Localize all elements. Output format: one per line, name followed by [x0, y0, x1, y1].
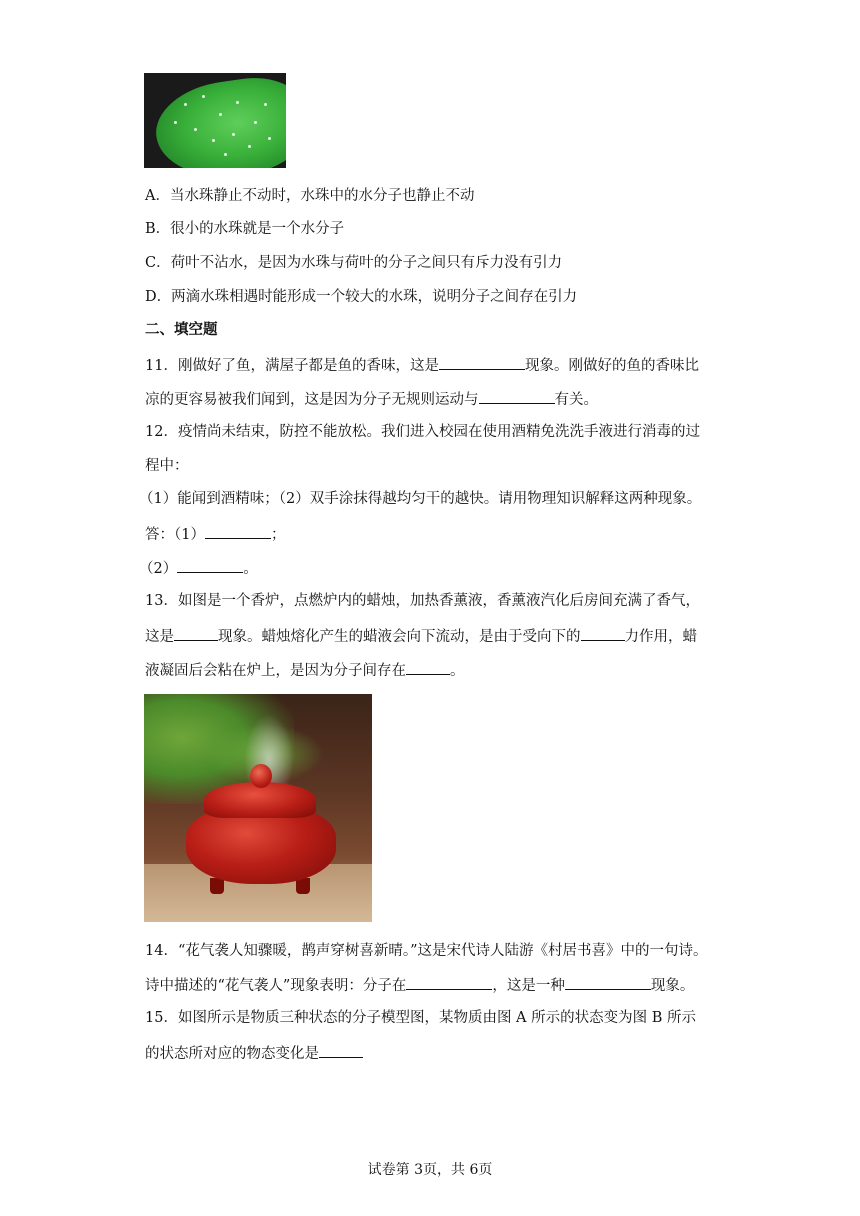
question-11-line-2: 凉的更容易被我们闻到，这是因为分子无规则运动与 有关。 [145, 388, 598, 410]
question-14-line-2: 诗中描述的“花气袭人”现象表明：分子在 ，这是一种 现象。 [145, 974, 694, 996]
answer-blank[interactable] [205, 523, 271, 539]
question-13-line-1: 13．如图是一个香炉，点燃炉内的蜡烛，加热香薰液，香薰液汽化后房间充满了香气， [145, 593, 700, 609]
option-c: C．荷叶不沾水，是因为水珠与荷叶的分子之间只有斥力没有引力 [145, 255, 563, 271]
question-12-answer-2: （2） 。 [139, 557, 258, 579]
question-13-line-3: 液凝固后会粘在炉上，是因为分子间存在 。 [145, 659, 465, 681]
question-13-line-2: 这是 现象。蜡烛熔化产生的蜡液会向下流动，是由于受向下的 力作用，蜡 [145, 625, 697, 647]
answer-blank[interactable] [479, 388, 555, 404]
answer-blank[interactable] [565, 974, 651, 990]
page-footer: 试卷第 3页，共 6页 [367, 1162, 493, 1178]
incense-burner-image [144, 694, 372, 922]
option-d: D．两滴水珠相遇时能形成一个较大的水珠，说明分子之间存在引力 [145, 289, 578, 305]
question-12-answer-1: 答：（1） ； [145, 523, 285, 545]
answer-blank[interactable] [319, 1042, 363, 1058]
answer-blank[interactable] [439, 354, 525, 370]
answer-blank[interactable] [581, 625, 625, 641]
answer-blank[interactable] [174, 625, 218, 641]
option-b: B．很小的水珠就是一个水分子 [145, 221, 345, 237]
question-14-line-1: 14．“花气袭人知骤暖，鹊声穿树喜新晴。”这是宋代诗人陆游《村居书喜》中的一句诗。 [145, 943, 708, 959]
lotus-leaf-image [144, 73, 286, 168]
answer-blank[interactable] [406, 659, 450, 675]
question-12-line-2: 程中： [145, 458, 189, 474]
question-15-line-2: 的状态所对应的物态变化是 [145, 1042, 363, 1064]
question-15-line-1: 15．如图所示是物质三种状态的分子模型图，某物质由图 A 所示的状态变为图 B 所示 [145, 1010, 697, 1026]
option-a: A．当水珠静止不动时，水珠中的水分子也静止不动 [145, 188, 475, 204]
question-11-line-1: 11．刚做好了鱼，满屋子都是鱼的香味，这是 现象。刚做好的鱼的香味比 [145, 354, 699, 376]
answer-blank[interactable] [406, 974, 492, 990]
question-12-line-3: （1）能闻到酒精味；（2）双手涂抹得越均匀干的越快。请用物理知识解释这两种现象。 [139, 491, 702, 507]
section-title: 二、填空题 [145, 321, 218, 338]
answer-blank[interactable] [177, 557, 243, 573]
question-12-line-1: 12．疫情尚未结束，防控不能放松。我们进入校园在使用酒精免洗洗手液进行消毒的过 [145, 424, 700, 440]
